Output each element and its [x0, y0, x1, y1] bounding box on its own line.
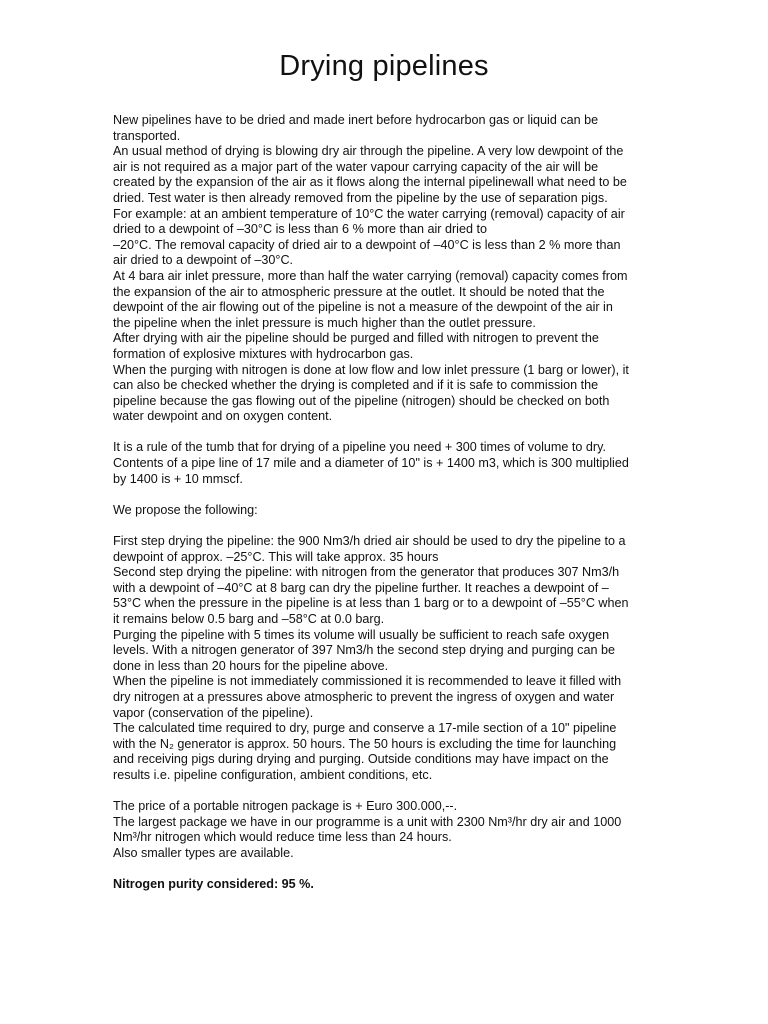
body-line: Contents of a pipe line of 17 mile and a diameter of 10" is + 1400 m3, which is 300 multiplied — [113, 456, 629, 471]
body-line: results i.e. pipeline configuration, ambient conditions, etc. — [113, 767, 433, 782]
document-body — [113, 113, 658, 893]
body-line: the expansion of the air to atmospheric pressure at the outlet. It should be noted that the — [113, 284, 605, 299]
body-line: dewpoint of approx. –25°C. This will take approx. 35 hours — [113, 549, 439, 564]
body-line: created by the expansion of the air as it flows along the internal pipelinewall what need to be — [113, 175, 627, 190]
body-line: New pipelines have to be dried and made inert before hydrocarbon gas or liquid can be — [113, 113, 599, 127]
body-line: First step drying the pipeline: the 900 Nm3/h dried air should be used to dry the pipeline to a — [113, 534, 626, 549]
body-line: formation of explosive mixtures with hydrocarbon gas. — [113, 346, 414, 361]
body-line: 53°C when the pressure in the pipeline is at less than 1 barg or to a dewpoint of –55°C when — [113, 596, 629, 611]
body-line: done in less than 20 hours for the pipeline above. — [113, 658, 389, 673]
body-line: dry nitrogen at a pressures above atmospheric to prevent the ingress of oxygen and water — [113, 689, 615, 704]
page-title: Drying pipelines — [279, 50, 489, 82]
body-line: Also smaller types are available. — [113, 845, 294, 860]
body-line: and receiving pigs during drying and purging. Outside conditions may have impact on the — [113, 752, 609, 767]
body-line: The price of a portable nitrogen package is + Euro 300.000,--. — [113, 799, 458, 814]
body-line: –20°C. The removal capacity of dried air to a dewpoint of –40°C is less than 2 % more than — [113, 237, 621, 252]
body-line: dried. Test water is then already removed from the pipeline by the use of separation pigs. — [113, 190, 608, 205]
body-line: When the purging with nitrogen is done at low flow and low inlet pressure (1 barg or lower), it — [113, 362, 629, 377]
body-line: air is not required as a major part of the water vapour carrying capacity of the air will be — [113, 159, 599, 174]
body-line: Nm³/hr nitrogen which would reduce time less than 24 hours. — [113, 830, 452, 845]
body-line: It is a rule of the tumb that for drying of a pipeline you need + 300 times of volume to dry. — [113, 440, 606, 455]
nitrogen-purity-note: Nitrogen purity considered: 95 %. — [113, 877, 314, 892]
body-line: At 4 bara air inlet pressure, more than half the water carrying (removal) capacity comes from — [113, 268, 628, 283]
body-line: with a dewpoint of –40°C at 8 barg can dry the pipeline further. It reaches a dewpoint of – — [113, 580, 609, 595]
blank-line — [113, 862, 658, 878]
body-line: An usual method of drying is blowing dry air through the pipeline. A very low dewpoint of the — [113, 144, 624, 159]
blank-line — [113, 784, 658, 800]
body-line: The largest package we have in our programme is a unit with 2300 Nm³/hr dry air and 1000 — [113, 814, 622, 829]
body-line: by 1400 is + 10 mmscf. — [113, 471, 243, 486]
body-line: the pipeline when the inlet pressure is much higher than the outlet pressure. — [113, 315, 536, 330]
body-line: When the pipeline is not immediately commissioned it is recommended to leave it filled with — [113, 674, 622, 689]
body-line: water dewpoint and on oxygen content. — [113, 409, 333, 424]
body-line: air dried to a dewpoint of –30°C. — [113, 253, 294, 268]
body-line: vapor (conservation of the pipeline). — [113, 705, 314, 720]
body-line: dewpoint of the air flowing out of the pipeline is not a measure of the dewpoint of the air in — [113, 300, 613, 315]
body-line: For example: at an ambient temperature of 10°C the water carrying (removal) capacity of air — [113, 206, 625, 221]
blank-line — [113, 518, 658, 534]
body-line: dried to a dewpoint of –30°C is less than 6 % more than air dried to — [113, 222, 487, 237]
body-line: transported. — [113, 128, 181, 143]
body-line: Purging the pipeline with 5 times its volume will usually be sufficient to reach safe oxygen — [113, 627, 610, 642]
body-line: pipeline because the gas flowing out of the pipeline (nitrogen) should be checked on both — [113, 393, 610, 408]
body-line: levels. With a nitrogen generator of 397 Nm3/h the second step drying and purging can be — [113, 643, 615, 658]
body-line: After drying with air the pipeline should be purged and filled with nitrogen to prevent the — [113, 331, 599, 346]
body-line: Second step drying the pipeline: with nitrogen from the generator that produces 307 Nm3/h — [113, 565, 620, 580]
body-line: with the N₂ generator is approx. 50 hours. The 50 hours is excluding the time for launching — [113, 736, 617, 751]
body-line: it remains below 0.5 barg and –58°C at 0.0 barg. — [113, 612, 385, 626]
blank-line — [113, 487, 658, 503]
blank-line — [113, 425, 658, 441]
body-line: can also be checked whether the drying is completed and if it is safe to commission the — [113, 378, 599, 393]
body-line: The calculated time required to dry, purge and conserve a 17-mile section of a 10" pipeline — [113, 721, 617, 736]
body-line: We propose the following: — [113, 502, 258, 517]
